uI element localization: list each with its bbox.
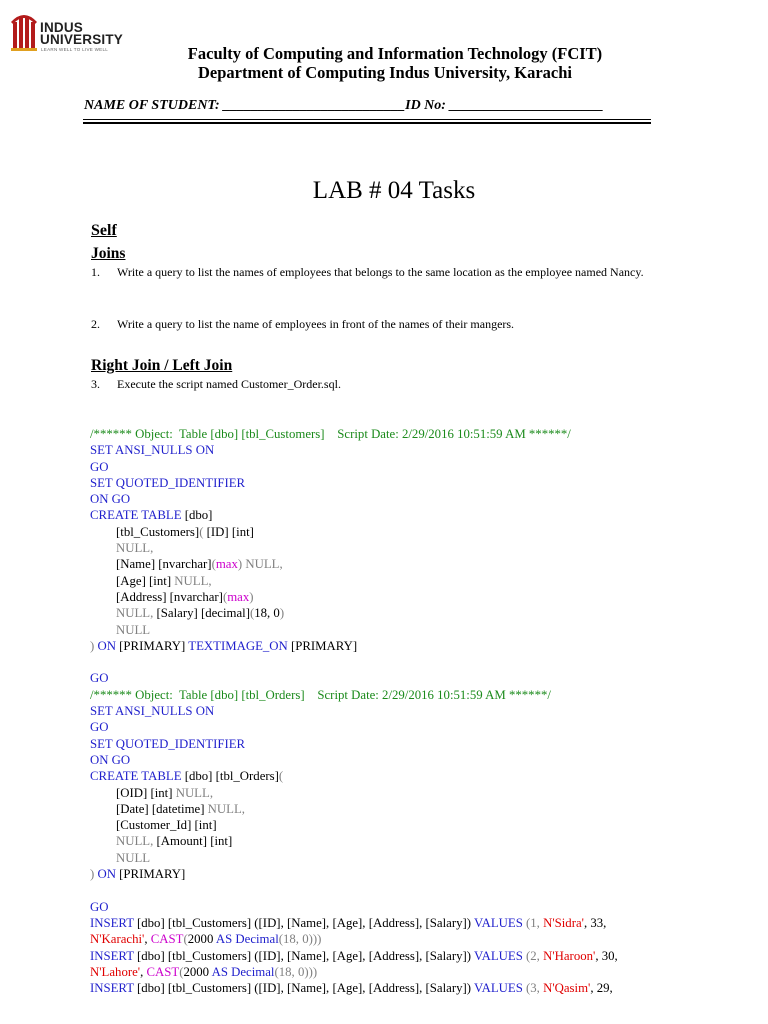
code-line bbox=[90, 833, 618, 849]
code-token: NULL, bbox=[116, 606, 154, 621]
code-line bbox=[90, 882, 618, 898]
code-token: [dbo] [tbl_Customers] ([ID], [Name], [Age], [Address], [Salary]) bbox=[133, 915, 472, 930]
code-line bbox=[90, 801, 618, 817]
code-token: [Address] [nvarchar] bbox=[116, 589, 223, 604]
code-token: SET QUOTED_IDENTIFIER bbox=[90, 736, 246, 751]
code-token: ( bbox=[179, 964, 184, 979]
code-token: ON bbox=[94, 638, 116, 653]
code-token: NULL bbox=[116, 850, 151, 865]
code-token: SET ANSI_NULLS ON bbox=[90, 704, 215, 719]
code-line bbox=[90, 687, 618, 703]
code-line bbox=[90, 589, 618, 605]
section-heading-self: Self bbox=[91, 222, 117, 239]
code-line bbox=[90, 540, 618, 556]
header-rule-thick bbox=[83, 122, 651, 124]
task-text: Execute the script named Customer_Order.sql. bbox=[117, 377, 341, 391]
code-line bbox=[90, 703, 618, 719]
code-token: CREATE TABLE bbox=[90, 508, 182, 523]
code-token: ON GO bbox=[90, 492, 131, 507]
code-token: NULL, bbox=[242, 557, 283, 572]
code-line bbox=[90, 866, 618, 882]
code-token: NULL, bbox=[171, 573, 212, 588]
lab-title: LAB # 04 Tasks bbox=[312, 177, 476, 204]
header-rule-thin bbox=[83, 119, 651, 120]
code-line bbox=[90, 491, 618, 507]
code-token: INSERT bbox=[90, 981, 134, 996]
code-line bbox=[90, 899, 618, 915]
code-token: , bbox=[140, 964, 144, 979]
code-token: ( bbox=[183, 932, 188, 947]
code-token: ( bbox=[249, 606, 255, 621]
code-token: [Date] [datetime] bbox=[116, 801, 205, 816]
code-token: (18, 0))) bbox=[278, 932, 322, 947]
code-token: ) bbox=[279, 606, 285, 621]
code-token: 18, 0 bbox=[254, 606, 280, 621]
task-text: Write a query to list the name of employees in front of the names of their mangers. bbox=[117, 317, 515, 331]
code-line bbox=[90, 426, 618, 442]
code-token: CAST bbox=[143, 964, 180, 979]
code-line bbox=[90, 948, 618, 964]
code-token: GO bbox=[90, 899, 109, 914]
code-token: NULL, bbox=[204, 801, 245, 816]
code-token: [dbo] [tbl_Customers] ([ID], [Name], [Age], [Address], [Salary]) bbox=[133, 981, 472, 996]
code-line bbox=[90, 719, 618, 735]
code-token: , 29, bbox=[590, 981, 613, 996]
code-token: INSERT bbox=[90, 948, 134, 963]
logo-wordmark-line1: INDUS bbox=[40, 20, 84, 35]
code-token: TEXTIMAGE_ON bbox=[185, 638, 288, 653]
code-token: VALUES bbox=[471, 948, 523, 963]
code-token: (1, bbox=[522, 915, 540, 930]
faculty-heading: Faculty of Computing and Information Technology (FCIT) bbox=[187, 44, 603, 63]
code-token: (2, bbox=[522, 948, 540, 963]
code-line bbox=[90, 654, 618, 670]
code-token: Decimal bbox=[227, 964, 275, 979]
code-token: ) bbox=[249, 589, 254, 604]
code-line bbox=[90, 459, 618, 475]
code-token: ) bbox=[237, 557, 243, 572]
code-line bbox=[90, 622, 618, 638]
code-token: N'Qasim' bbox=[539, 981, 591, 996]
code-token: ON GO bbox=[90, 752, 131, 767]
code-token: N'Haroon' bbox=[539, 948, 596, 963]
task-number: 1. bbox=[91, 265, 100, 279]
logo-wordmark-line2: UNIVERSITY bbox=[40, 32, 124, 47]
code-token: N'Sidra' bbox=[539, 915, 584, 930]
code-line bbox=[90, 785, 618, 801]
code-token: [PRIMARY] bbox=[115, 638, 186, 653]
code-line bbox=[90, 556, 618, 572]
name-label: NAME OF STUDENT: bbox=[84, 98, 220, 113]
code-token: [ID] [int] bbox=[203, 524, 254, 539]
code-token: [dbo] [tbl_Customers] ([ID], [Name], [Age], [Address], [Salary]) bbox=[133, 948, 472, 963]
code-token: CAST bbox=[147, 932, 184, 947]
code-token: NULL bbox=[116, 622, 151, 637]
code-token: VALUES bbox=[471, 915, 523, 930]
code-token: ( bbox=[278, 769, 284, 784]
code-line bbox=[90, 442, 618, 458]
code-line bbox=[90, 605, 618, 621]
code-token: CREATE TABLE bbox=[90, 769, 182, 784]
code-token: , bbox=[144, 932, 148, 947]
code-line bbox=[90, 752, 618, 768]
name-blank: __________________________ bbox=[219, 98, 406, 113]
code-token: [dbo] [tbl_Orders] bbox=[181, 769, 279, 784]
code-token: ) bbox=[90, 638, 95, 653]
id-blank: ______________________ bbox=[445, 98, 604, 113]
student-info-row bbox=[84, 98, 603, 114]
code-line bbox=[90, 670, 618, 686]
code-line bbox=[90, 736, 618, 752]
code-line bbox=[90, 768, 618, 784]
code-token: ( bbox=[199, 524, 204, 539]
code-line bbox=[90, 931, 618, 947]
code-token: VALUES bbox=[471, 981, 523, 996]
code-line bbox=[90, 475, 618, 491]
code-token: (3, bbox=[522, 981, 540, 996]
code-token: Decimal bbox=[232, 932, 279, 947]
code-token: NULL, bbox=[116, 834, 154, 849]
code-line bbox=[90, 573, 618, 589]
code-token: ( bbox=[211, 557, 216, 572]
code-token: [Name] [nvarchar] bbox=[116, 557, 212, 572]
code-token: AS bbox=[209, 964, 228, 979]
logo-tagline: LEARN WELL TO LIVE WELL bbox=[41, 47, 109, 52]
code-token: N'Karachi' bbox=[90, 932, 145, 947]
code-token: AS bbox=[213, 932, 233, 947]
code-token: GO bbox=[90, 459, 109, 474]
id-label: ID No: bbox=[405, 98, 446, 113]
section-heading-joins: Joins bbox=[91, 245, 126, 262]
code-token: [Customer_Id] [int] bbox=[116, 818, 217, 833]
code-token: [Age] [int] bbox=[116, 573, 172, 588]
code-token: GO bbox=[90, 671, 109, 686]
code-line bbox=[90, 915, 618, 931]
code-line bbox=[90, 638, 618, 654]
code-line bbox=[90, 507, 618, 523]
code-token: SET ANSI_NULLS ON bbox=[90, 443, 215, 458]
code-token: [PRIMARY] bbox=[115, 867, 186, 882]
code-token: [Amount] [int] bbox=[153, 834, 233, 849]
code-token: max bbox=[215, 557, 238, 572]
code-line bbox=[90, 850, 618, 866]
code-token: [OID] [int] bbox=[116, 785, 173, 800]
code-line bbox=[90, 817, 618, 833]
code-token: NULL, bbox=[116, 541, 154, 556]
code-line bbox=[90, 964, 618, 980]
code-token: [Salary] [decimal] bbox=[153, 606, 250, 621]
task-number: 2. bbox=[91, 317, 100, 331]
code-token: INSERT bbox=[90, 915, 134, 930]
code-token: /****** Object: Table [dbo] [tbl_Customers] Script Date: 2/29/2016 10:51:59 AM ******/ bbox=[90, 427, 571, 441]
code-token: GO bbox=[90, 720, 109, 735]
sql-script-block bbox=[90, 426, 618, 996]
code-token: [dbo] bbox=[181, 508, 213, 523]
code-token: SET QUOTED_IDENTIFIER bbox=[90, 475, 246, 490]
code-token: , 30, bbox=[595, 948, 618, 963]
section-heading-right-left-join: Right Join / Left Join bbox=[91, 357, 233, 374]
code-token: [tbl_Customers] bbox=[116, 524, 200, 539]
code-token: ON bbox=[94, 867, 116, 882]
code-token: 2000 bbox=[187, 932, 214, 947]
code-token: ( bbox=[222, 589, 228, 604]
code-token: ) bbox=[90, 867, 95, 882]
code-token: [PRIMARY] bbox=[287, 638, 358, 653]
task-text: Write a query to list the names of employees that belongs to the same location as the employee named Nancy. bbox=[117, 265, 644, 279]
code-token: (18, 0))) bbox=[274, 964, 318, 979]
task-number: 3. bbox=[91, 377, 100, 391]
code-token: 2000 bbox=[183, 964, 210, 979]
department-heading: Department of Computing Indus University, Karachi bbox=[197, 63, 572, 82]
code-line bbox=[90, 980, 618, 996]
code-token: max bbox=[227, 589, 250, 604]
code-token: , 33, bbox=[583, 915, 607, 930]
code-token: N'Lahore' bbox=[90, 964, 141, 979]
code-token: NULL, bbox=[172, 785, 214, 800]
code-line bbox=[90, 524, 618, 540]
code-token: /****** Object: Table [dbo] [tbl_Orders] Script Date: 2/29/2016 10:51:59 AM ******/ bbox=[90, 687, 551, 702]
